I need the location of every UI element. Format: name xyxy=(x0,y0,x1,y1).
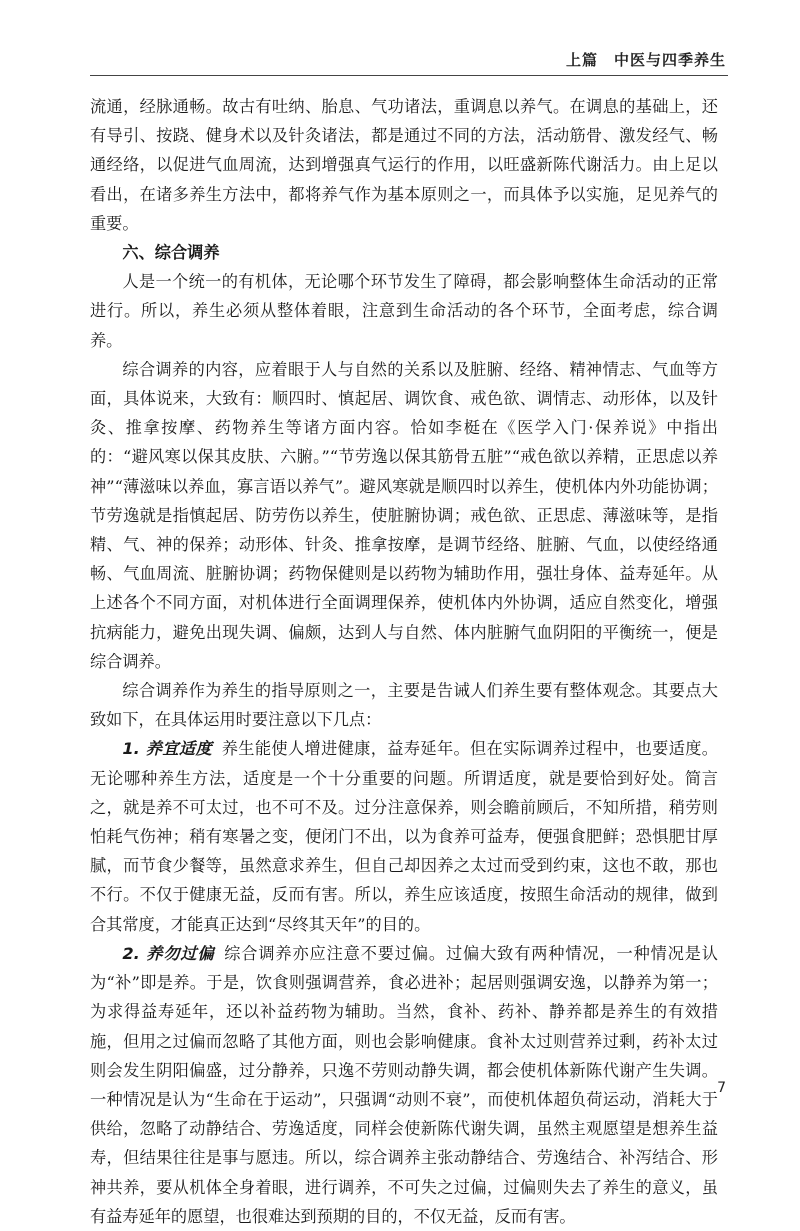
header-title: 上篇 中医与四季养生 xyxy=(565,51,726,69)
list-item-1 xyxy=(90,734,718,938)
continuation-paragraph: 流通，经脉通畅。故古有吐纳、胎息、气功诸法，重调息以养气。在调息的基础上，还有导引、按跷、健身术以及针灸诸法，都是通过不同的方法，活动筋骨、激发经气、畅通经络，以促进气血周流，达到增强真气运行的作用，以旺盛新陈代谢活力。由上足以看出，在诸多养生方法中，都将养气作为基本原则之一，而具体予以实施，足见养气的重要。 xyxy=(90,97,718,233)
body-paragraph-1: 人是一个统一的有机体，无论哪个环节发生了障碍，都会影响整体生命活动的正常进行。所以，养生必须从整体着眼，注意到生命活动的各个环节，全面考虑，综合调养。 xyxy=(90,272,718,350)
body-paragraph-3: 综合调养作为养生的指导原则之一，主要是告诫人们养生要有整体观念。其要点大致如下，在具体运用时要注意以下几点： xyxy=(90,681,718,730)
section-heading: 六、综合调养 xyxy=(122,243,220,263)
header-divider xyxy=(90,75,728,76)
list-item-2 xyxy=(90,939,718,1231)
running-header xyxy=(0,0,800,92)
list-item-1-text: 养生能使人增进健康，益寿延年。但在实际调养过程中，也要适度。无论哪种养生方法，适度是一个十分重要的问题。所谓适度，就是要恰到好处。简言之，就是养不可太过，也不可不及。过分注意保养，则会瞻前顾后，不知所措，稍劳则怕耗气伤神；稍有寒暑之变，便闭门不出，以为食养可益寿，便强食肥鲜；恐惧肥甘厚腻，而节食少餐等，虽然意求养生，但自己却因养之太过而受到约束，这也不敢，那也不行。不仅于健康无益，反而有害。所以，养生应该适度，按照生命活动的规律，做到合其常度，才能真正达到“尽终其天年”的目的。 xyxy=(90,739,718,934)
page-body xyxy=(90,92,718,1231)
page-number: 7 xyxy=(717,1080,726,1096)
body-paragraph-2: 综合调养的内容，应着眼于人与自然的关系以及脏腑、经络、精神情志、气血等方面，具体说来，大致有：顺四时、慎起居、调饮食、戒色欲、调情志、动形体，以及针灸、推拿按摩、药物养生等诸方面内容。恰如李梃在《医学入门·保养说》中指出的：“避风寒以保其皮肤、六腑。”“节劳逸以保其筋骨五脏”“戒色欲以养精，正思虑以养神”“薄滋味以养血，寡言语以养气”。避风寒就是顺四时以养生，使机体内外功能协调；节劳逸就是指慎起居、防劳伤以养生，使脏腑协调；戒色欲、正思虑、薄滋味等，是指精、气、神的保养；动形体、针灸、推拿按摩，是调节经络、脏腑、气血，以使经络通畅、气血周流、脏腑协调；药物保健则是以药物为辅助作用，强壮身体、益寿延年。从上述各个不同方面，对机体进行全面调理保养，使机体内外协调，适应自然变化，增强抗病能力，避免出现失调、偏颇，达到人与自然、体内脏腑气血阴阳的平衡统一，便是综合调养。 xyxy=(90,359,718,671)
list-item-1-title: 1. 养宜适度 xyxy=(122,739,213,759)
list-item-2-title: 2. 养勿过偏 xyxy=(122,943,215,963)
list-item-2-text: 综合调养亦应注意不要过偏。过偏大致有两种情况，一种情况是认为“补”即是养。于是，饮食则强调营养，食必进补；起居则强调安逸，以静养为第一；为求得益寿延年，还以补益药物为辅助。当然，食补、药补、静养都是养生的有效措施，但用之过偏而忽略了其他方面，则也会影响健康。食补太过则营养过剩，药补太过则会发生阴阳偏盛，过分静养，只逸不劳则动静失调，都会使机体新陈代谢产生失调。一种情况是认为“生命在于运动”，只强调“动则不衰”，而使机体超负荷运动，消耗大于供给，忽略了动静结合、劳逸适度，同样会使新陈代谢失调，虽然主观愿望是想养生益寿，但结果往往是事与愿违。所以，综合调养主张动静结合、劳逸结合、补泻结合、形神共养，要从机体全身着眼，进行调养，不可失之过偏，过偏则失去了养生的意义，虽有益寿延年的愿望，也很难达到预期的目的，不仅无益，反而有害。 xyxy=(90,943,718,1226)
